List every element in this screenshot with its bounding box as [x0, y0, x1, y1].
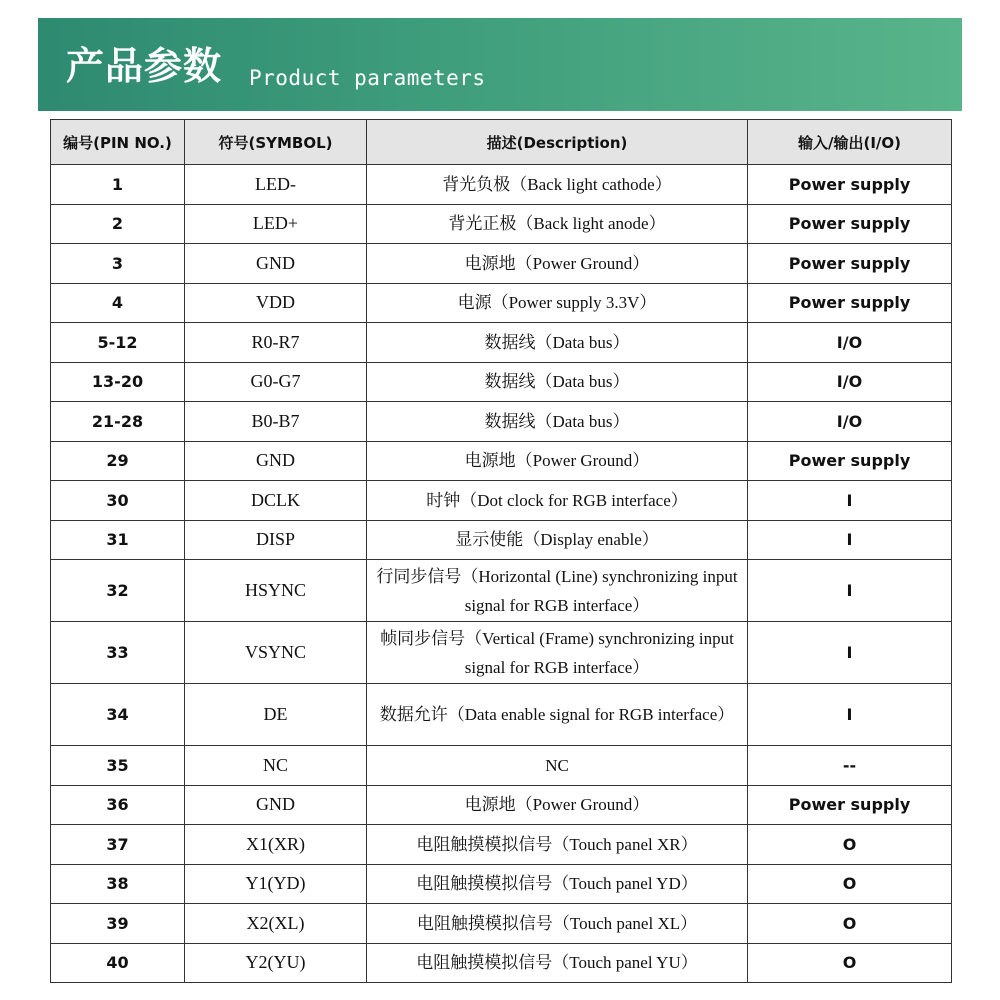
io-cell: I: [748, 684, 952, 746]
io-cell: --: [748, 746, 952, 786]
table-row: [51, 165, 952, 205]
pin-parameters-table: [50, 119, 952, 983]
symbol-cell: VDD: [185, 283, 367, 323]
io-cell: Power supply: [748, 204, 952, 244]
description-cell: 电阻触摸模拟信号（Touch panel XL）: [367, 904, 748, 944]
pin-cell: 40: [51, 943, 185, 983]
description-cell: 电源地（Power Ground）: [367, 785, 748, 825]
table-row: [51, 441, 952, 481]
description-cell: 数据允许（Data enable signal for RGB interface）: [367, 684, 748, 746]
table-row: [51, 746, 952, 786]
io-cell: O: [748, 825, 952, 865]
pin-cell: 29: [51, 441, 185, 481]
description-cell: 电阻触摸模拟信号（Touch panel YU）: [367, 943, 748, 983]
table-row: [51, 520, 952, 560]
table-row: [51, 943, 952, 983]
table-row: [51, 362, 952, 402]
banner-title-cn: 产品参数: [66, 44, 223, 88]
description-cell: 行同步信号（Horizontal (Line) synchronizing input signal for RGB interface）: [367, 560, 748, 622]
io-cell: I/O: [748, 323, 952, 363]
description-cell: 帧同步信号（Vertical (Frame) synchronizing input signal for RGB interface）: [367, 622, 748, 684]
description-cell: 背光负极（Back light cathode）: [367, 165, 748, 205]
banner-title-en: Product parameters: [249, 66, 486, 90]
table-row: [51, 785, 952, 825]
description-cell: 电阻触摸模拟信号（Touch panel YD）: [367, 864, 748, 904]
table-row: [51, 283, 952, 323]
table-row: [51, 402, 952, 442]
pin-cell: 37: [51, 825, 185, 865]
io-cell: O: [748, 864, 952, 904]
symbol-cell: VSYNC: [185, 622, 367, 684]
symbol-cell: X1(XR): [185, 825, 367, 865]
pin-cell: 38: [51, 864, 185, 904]
table-row: [51, 825, 952, 865]
symbol-cell: LED+: [185, 204, 367, 244]
symbol-cell: GND: [185, 785, 367, 825]
table-row: [51, 560, 952, 622]
symbol-cell: G0-G7: [185, 362, 367, 402]
symbol-cell: R0-R7: [185, 323, 367, 363]
pin-cell: 34: [51, 684, 185, 746]
pin-cell: 36: [51, 785, 185, 825]
table-row: [51, 684, 952, 746]
symbol-cell: GND: [185, 244, 367, 284]
table-row: [51, 481, 952, 521]
description-cell: 电源地（Power Ground）: [367, 244, 748, 284]
description-cell: 时钟（Dot clock for RGB interface）: [367, 481, 748, 521]
header-description: 描述(Description): [367, 120, 748, 165]
description-cell: 显示使能（Display enable）: [367, 520, 748, 560]
symbol-cell: B0-B7: [185, 402, 367, 442]
description-cell: 数据线（Data bus）: [367, 362, 748, 402]
io-cell: I: [748, 622, 952, 684]
io-cell: I: [748, 520, 952, 560]
io-cell: O: [748, 943, 952, 983]
pin-cell: 31: [51, 520, 185, 560]
table-row: [51, 204, 952, 244]
io-cell: Power supply: [748, 785, 952, 825]
io-cell: I: [748, 560, 952, 622]
pin-cell: 30: [51, 481, 185, 521]
io-cell: I: [748, 481, 952, 521]
io-cell: Power supply: [748, 441, 952, 481]
description-cell: 背光正极（Back light anode）: [367, 204, 748, 244]
io-cell: Power supply: [748, 244, 952, 284]
header-symbol: 符号(SYMBOL): [185, 120, 367, 165]
io-cell: O: [748, 904, 952, 944]
io-cell: Power supply: [748, 165, 952, 205]
table-row: [51, 904, 952, 944]
table-row: [51, 323, 952, 363]
pin-cell: 3: [51, 244, 185, 284]
pin-cell: 21-28: [51, 402, 185, 442]
description-cell: 数据线（Data bus）: [367, 402, 748, 442]
io-cell: I/O: [748, 362, 952, 402]
description-cell: NC: [367, 746, 748, 786]
symbol-cell: LED-: [185, 165, 367, 205]
pin-cell: 39: [51, 904, 185, 944]
table-row: [51, 622, 952, 684]
symbol-cell: NC: [185, 746, 367, 786]
symbol-cell: GND: [185, 441, 367, 481]
description-cell: 电源（Power supply 3.3V）: [367, 283, 748, 323]
symbol-cell: X2(XL): [185, 904, 367, 944]
description-cell: 电阻触摸模拟信号（Touch panel XR）: [367, 825, 748, 865]
symbol-cell: DE: [185, 684, 367, 746]
pin-cell: 4: [51, 283, 185, 323]
pin-cell: 35: [51, 746, 185, 786]
io-cell: I/O: [748, 402, 952, 442]
header-pin: 编号(PIN NO.): [51, 120, 185, 165]
symbol-cell: Y1(YD): [185, 864, 367, 904]
pin-cell: 5-12: [51, 323, 185, 363]
pin-cell: 13-20: [51, 362, 185, 402]
symbol-cell: HSYNC: [185, 560, 367, 622]
table-row: [51, 244, 952, 284]
pin-cell: 1: [51, 165, 185, 205]
pin-cell: 2: [51, 204, 185, 244]
io-cell: Power supply: [748, 283, 952, 323]
description-cell: 电源地（Power Ground）: [367, 441, 748, 481]
pin-cell: 32: [51, 560, 185, 622]
symbol-cell: DCLK: [185, 481, 367, 521]
description-cell: 数据线（Data bus）: [367, 323, 748, 363]
table-row: [51, 864, 952, 904]
table-header-row: [51, 120, 952, 165]
symbol-cell: DISP: [185, 520, 367, 560]
title-banner: [38, 18, 962, 111]
header-io: 输入/输出(I/O): [748, 120, 952, 165]
pin-cell: 33: [51, 622, 185, 684]
symbol-cell: Y2(YU): [185, 943, 367, 983]
